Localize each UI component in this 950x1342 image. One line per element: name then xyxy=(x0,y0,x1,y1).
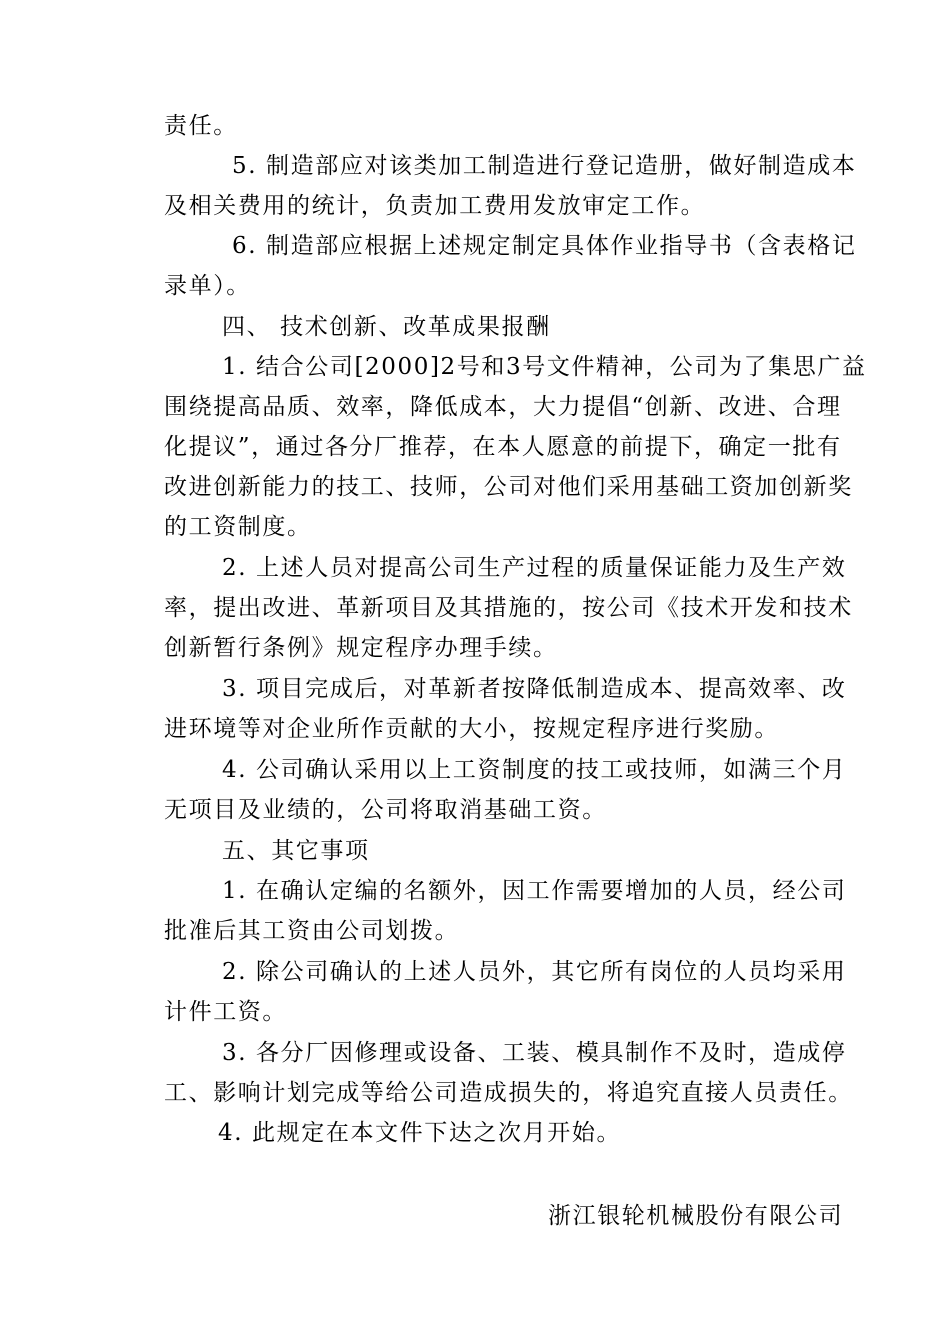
text-line: 无项目及业绩的，公司将取消基础工资。 xyxy=(164,797,607,823)
text-line: 的工资制度。 xyxy=(164,514,312,540)
text-line: 3. 项目完成后，对革新者按降低制造成本、提高效率、改 xyxy=(222,676,847,702)
text-line: 录单）。 xyxy=(164,273,251,299)
text-line: 4. 公司确认采用以上工资制度的技工或技师，如满三个月 xyxy=(222,757,847,783)
text-line: 2. 上述人员对提高公司生产过程的质量保证能力及生产效 xyxy=(222,555,847,581)
text-line: 及相关费用的统计，负责加工费用发放审定工作。 xyxy=(164,193,706,219)
text-line: 进环境等对企业所作贡献的大小，按规定程序进行奖励。 xyxy=(164,716,779,742)
text-line: 计件工资。 xyxy=(164,999,287,1025)
text-line: 工、影响计划完成等给公司造成损失的，将追究直接人员责任。 xyxy=(164,1080,853,1106)
text-line: 批准后其工资由公司划拨。 xyxy=(164,918,460,944)
text-line: 4. 此规定在本文件下达之次月开始。 xyxy=(218,1120,622,1146)
text-line: 1. 结合公司[2000]2号和3号文件精神，公司为了集思广益 xyxy=(222,354,867,380)
section-heading: 四、 技术创新、改革成果报酬 xyxy=(222,314,551,340)
text-line: 3. 各分厂因修理或设备、工装、模具制作不及时，造成停 xyxy=(222,1040,847,1066)
text-line: 2. 除公司确认的上述人员外，其它所有岗位的人员均采用 xyxy=(222,959,847,985)
text-line: 责任。 xyxy=(164,113,238,139)
text-line: 率，提出改进、革新项目及其措施的，按公司《技术开发和技术 xyxy=(164,595,853,621)
text-line: 改进创新能力的技工、技师，公司对他们采用基础工资加创新奖 xyxy=(164,474,853,500)
section-heading: 五、其它事项 xyxy=(222,838,370,864)
company-signature: 浙江银轮机械股份有限公司 xyxy=(548,1203,844,1229)
text-line: 5. 制造部应对该类加工制造进行登记造册，做好制造成本 xyxy=(232,153,857,179)
text-line: 1. 在确认定编的名额外，因工作需要增加的人员，经公司 xyxy=(222,878,847,904)
text-line: 化提议”，通过各分厂推荐，在本人愿意的前提下，确定一批有 xyxy=(164,434,842,460)
text-line: 围绕提高品质、效率，降低成本，大力提倡“创新、改进、合理 xyxy=(164,394,842,420)
text-line: 创新暂行条例》规定程序办理手续。 xyxy=(164,635,558,661)
text-line: 6. 制造部应根据上述规定制定具体作业指导书（含表格记 xyxy=(232,233,857,259)
